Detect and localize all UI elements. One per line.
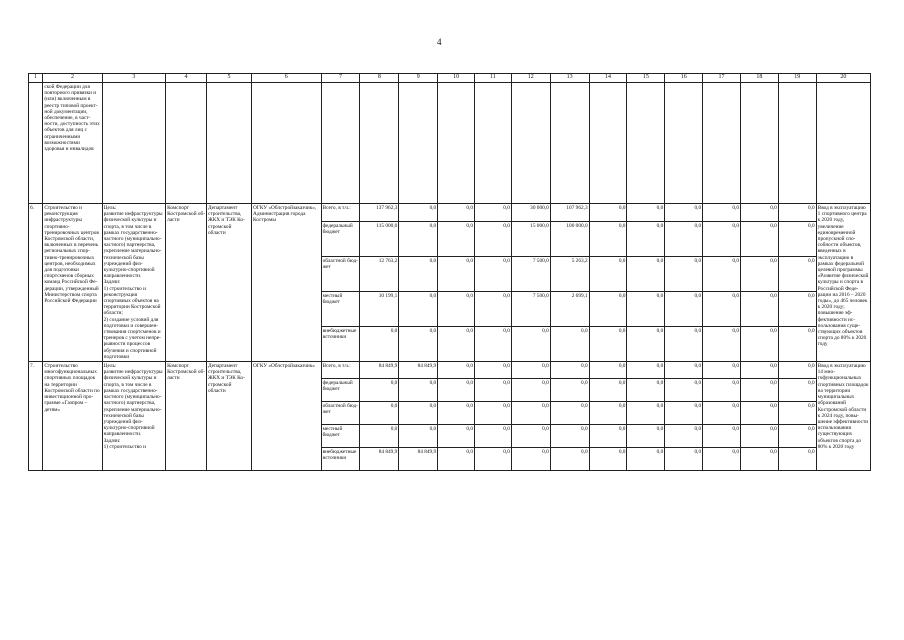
column-header-17: 17: [703, 74, 741, 83]
funding-value: 0,0: [740, 362, 778, 379]
funding-value: 0,0: [550, 327, 589, 362]
column-header-12: 12: [511, 74, 550, 83]
column-header-10: 10: [438, 74, 475, 83]
funding-value: 0,0: [475, 204, 512, 222]
funding-value: 12 763,2: [360, 257, 399, 292]
funding-value: 0,0: [475, 362, 512, 379]
funding-value: 0,0: [778, 402, 816, 425]
funding-value: 0,0: [360, 379, 399, 402]
co-executor: Департамент строительства, ЖКХ и ТЭК Костромской области: [206, 204, 251, 362]
continuation-text: ской Федерации для повторного привязки и (или) включенным в реестр типовой проектной документации, обеспечение, в частности, доступность этих объектов для лиц с ограниченными возможностями здоровья и инвалидов: [43, 83, 102, 204]
funding-value: 107 962,3: [550, 204, 589, 222]
column-header-16: 16: [665, 74, 703, 83]
table-row: [29, 362, 871, 379]
co-executor: Департамент строительства, ЖКХ и ТЭК Костромской области: [206, 362, 251, 471]
goal-and-tasks: Цель: развитие инфраструктуры физической культуры и спорта, в том числе в рамках государственно-частного (муниципально-частного) партнерства, укрепление материально-технической базы учреждений физкультурно-спортивной направленности. Задачи: 1) строительство и: [102, 362, 165, 471]
funding-value: 0,0: [589, 204, 627, 222]
funding-value: 0,0: [778, 204, 816, 222]
funding-value: 0,0: [511, 379, 550, 402]
funding-value: 0,0: [665, 257, 703, 292]
column-header-9: 9: [399, 74, 438, 83]
funding-value: 0,0: [665, 292, 703, 327]
funding-value: 0,0: [665, 204, 703, 222]
funding-value: 0,0: [778, 292, 816, 327]
funding-source: федеральный бюджет: [321, 222, 360, 257]
measure-name: Строительство и реконструкция инфраструктуры спортивно-тренировочных центров Костромской области, включенных в перечень региональных спортивно-тренировочных центров, необходимых для подготовки спортсменов сборных команд Российской Федерации, утвержденный Министерством спорта Российской Федерации: [43, 204, 102, 362]
row-number: 7.: [29, 362, 43, 471]
funding-value: 0,0: [740, 448, 778, 471]
responsible-executor: Комспорт Костромской области: [166, 204, 207, 362]
funding-value: 0,0: [778, 448, 816, 471]
funding-value: 0,0: [703, 379, 741, 402]
participant: ОГКУ «Облстройзаказчик»: [252, 362, 322, 471]
funding-value: 2 699,1: [550, 292, 589, 327]
funding-value: 0,0: [778, 362, 816, 379]
funding-value: 0,0: [438, 448, 475, 471]
table-row: [29, 204, 871, 222]
funding-value: 0,0: [627, 327, 665, 362]
row-number: 6.: [29, 204, 43, 362]
table-row-continuation: [29, 83, 871, 204]
funding-value: 0,0: [438, 222, 475, 257]
funding-value: 0,0: [399, 204, 438, 222]
column-header-1: 1: [29, 74, 43, 83]
funding-value: 0,0: [589, 257, 627, 292]
funding-value: 0,0: [703, 292, 741, 327]
funding-value: 0,0: [360, 425, 399, 448]
funding-value: 0,0: [703, 327, 741, 362]
column-header-19: 19: [778, 74, 816, 83]
funding-value: 0,0: [740, 222, 778, 257]
funding-value: 0,0: [589, 425, 627, 448]
funding-value: 0,0: [627, 402, 665, 425]
funding-source: областной бюджет: [321, 402, 360, 425]
funding-value: 0,0: [399, 425, 438, 448]
measure-name: Строительство многофункциональных спортивных площадок на территории Костромской области по инвестиционной программе «Газпром – детям»: [43, 362, 102, 471]
program-table: [28, 73, 871, 471]
funding-value: 0,0: [778, 222, 816, 257]
funding-value: 0,0: [703, 362, 741, 379]
funding-value: 0,0: [438, 402, 475, 425]
funding-source: Всего, в т.ч.:: [321, 362, 360, 379]
funding-value: 0,0: [589, 327, 627, 362]
funding-value: 0,0: [399, 327, 438, 362]
funding-value: 0,0: [589, 362, 627, 379]
column-header-13: 13: [550, 74, 589, 83]
funding-value: 84 849,9: [399, 448, 438, 471]
funding-value: 0,0: [665, 402, 703, 425]
funding-value: 7 500,0: [511, 292, 550, 327]
funding-value: 0,0: [740, 327, 778, 362]
funding-source: Всего, в т.ч.:: [321, 204, 360, 222]
column-header-8: 8: [360, 74, 399, 83]
funding-value: 0,0: [627, 292, 665, 327]
funding-value: 0,0: [399, 402, 438, 425]
funding-value: 0,0: [740, 379, 778, 402]
column-header-15: 15: [627, 74, 665, 83]
funding-source: местный бюджет: [321, 292, 360, 327]
funding-value: 0,0: [740, 425, 778, 448]
column-header-7: 7: [321, 74, 360, 83]
funding-value: 0,0: [665, 448, 703, 471]
funding-value: 0,0: [627, 379, 665, 402]
funding-value: 0,0: [778, 327, 816, 362]
expected-result: Ввод в эксплуатацию 1 спортивного центра к 2020 году, увеличение единовременной пропускной способности объектов, введенных в эксплуатацию в рамках федеральной целевой программы «Развитие физической культуры и спорта в Российской Федерации на 2016 – 2020 годы», до 465 человек к 2020 году; повышение эффективности использования существующих объектов спорта до 80% к 2020 году: [816, 204, 870, 362]
funding-value: 0,0: [665, 222, 703, 257]
funding-value: 0,0: [511, 402, 550, 425]
funding-value: 5 263,2: [550, 257, 589, 292]
expected-result: Ввод в эксплуатацию 14 многофункциональных спортивных площадок на территории муниципальных образований Костромской области к 2024 году, повышение эффективности использования существующих объектов спорта до 80% к 2020 году: [816, 362, 870, 471]
funding-value: 15 000,0: [511, 222, 550, 257]
funding-value: 0,0: [740, 204, 778, 222]
funding-value: 0,0: [778, 425, 816, 448]
funding-value: 0,0: [665, 379, 703, 402]
column-header-2: 2: [43, 74, 102, 83]
column-header-11: 11: [475, 74, 512, 83]
funding-value: 0,0: [550, 448, 589, 471]
funding-value: 84 849,9: [399, 362, 438, 379]
funding-value: 137 962,3: [360, 204, 399, 222]
column-header-4: 4: [166, 74, 207, 83]
funding-value: 0,0: [438, 425, 475, 448]
funding-value: 7 500,0: [511, 257, 550, 292]
funding-value: 0,0: [511, 362, 550, 379]
funding-source: внебюджетные источники: [321, 327, 360, 362]
funding-value: 0,0: [703, 448, 741, 471]
funding-source: областной бюджет: [321, 257, 360, 292]
funding-value: 10 199,1: [360, 292, 399, 327]
funding-value: 0,0: [627, 222, 665, 257]
funding-value: 0,0: [438, 292, 475, 327]
funding-value: 0,0: [627, 362, 665, 379]
column-header-20: 20: [816, 74, 870, 83]
page-number: 4: [437, 37, 442, 47]
goal-and-tasks: Цель: развитие инфраструктуры физической культуры и спорта, в том числе в рамках государственно-частного (муниципально-частного) партнерства, укрепление материально-технической базы учреждений физкультурно-спортивной направленности. Задачи: 1) строительство и реконструкция спортивных объектов на территории Костромской области; 2) создание условий для подготовки и совершенствования спортсменов и тренеров с учетом непрерывности процессов обучения и спортивной подготовки: [102, 204, 165, 362]
funding-value: 0,0: [703, 257, 741, 292]
funding-value: 0,0: [703, 204, 741, 222]
funding-value: 115 000,0: [360, 222, 399, 257]
funding-value: 0,0: [627, 425, 665, 448]
funding-value: 0,0: [550, 402, 589, 425]
column-header-18: 18: [740, 74, 778, 83]
funding-value: 0,0: [438, 204, 475, 222]
funding-value: 0,0: [665, 327, 703, 362]
funding-value: 0,0: [550, 362, 589, 379]
funding-value: 0,0: [627, 257, 665, 292]
funding-value: 0,0: [475, 327, 512, 362]
funding-value: 0,0: [703, 402, 741, 425]
funding-value: 0,0: [438, 362, 475, 379]
funding-value: 0,0: [475, 402, 512, 425]
funding-value: 0,0: [511, 448, 550, 471]
funding-value: 0,0: [475, 222, 512, 257]
funding-value: 0,0: [511, 327, 550, 362]
funding-value: 0,0: [627, 204, 665, 222]
funding-value: 0,0: [360, 402, 399, 425]
funding-value: 0,0: [778, 257, 816, 292]
funding-value: 0,0: [475, 425, 512, 448]
funding-value: 0,0: [665, 425, 703, 448]
funding-value: 0,0: [399, 379, 438, 402]
column-header-5: 5: [206, 74, 251, 83]
funding-source: внебюджетные источники: [321, 448, 360, 471]
funding-value: 0,0: [703, 425, 741, 448]
funding-value: 0,0: [589, 222, 627, 257]
funding-value: 0,0: [627, 448, 665, 471]
funding-source: федеральный бюджет: [321, 379, 360, 402]
funding-value: 0,0: [589, 379, 627, 402]
funding-value: 0,0: [550, 379, 589, 402]
funding-source: местный бюджет: [321, 425, 360, 448]
funding-value: 0,0: [740, 292, 778, 327]
funding-value: 0,0: [475, 379, 512, 402]
funding-value: 0,0: [438, 379, 475, 402]
funding-value: 0,0: [665, 362, 703, 379]
column-header-6: 6: [252, 74, 322, 83]
funding-value: 0,0: [511, 425, 550, 448]
funding-value: 0,0: [550, 425, 589, 448]
funding-value: 0,0: [438, 327, 475, 362]
funding-value: 0,0: [589, 402, 627, 425]
funding-value: 0,0: [589, 292, 627, 327]
funding-value: 84 849,9: [360, 448, 399, 471]
header-row: [29, 74, 871, 83]
funding-value: 0,0: [703, 222, 741, 257]
funding-value: 0,0: [475, 292, 512, 327]
responsible-executor: Комспорт Костромской области: [166, 362, 207, 471]
funding-value: 0,0: [475, 448, 512, 471]
funding-value: 0,0: [399, 292, 438, 327]
funding-value: 0,0: [399, 222, 438, 257]
funding-value: 0,0: [438, 257, 475, 292]
funding-value: 0,0: [475, 257, 512, 292]
funding-value: 100 000,0: [550, 222, 589, 257]
funding-value: 0,0: [360, 327, 399, 362]
funding-value: 0,0: [740, 402, 778, 425]
funding-value: 0,0: [740, 257, 778, 292]
column-header-3: 3: [102, 74, 165, 83]
funding-value: 0,0: [778, 379, 816, 402]
funding-value: 0,0: [399, 257, 438, 292]
funding-value: 30 000,0: [511, 204, 550, 222]
funding-value: 84 849,9: [360, 362, 399, 379]
funding-value: 0,0: [589, 448, 627, 471]
participant: ОГКУ «Облстройзаказчик», Администрация города Костромы: [252, 204, 322, 362]
column-header-14: 14: [589, 74, 627, 83]
